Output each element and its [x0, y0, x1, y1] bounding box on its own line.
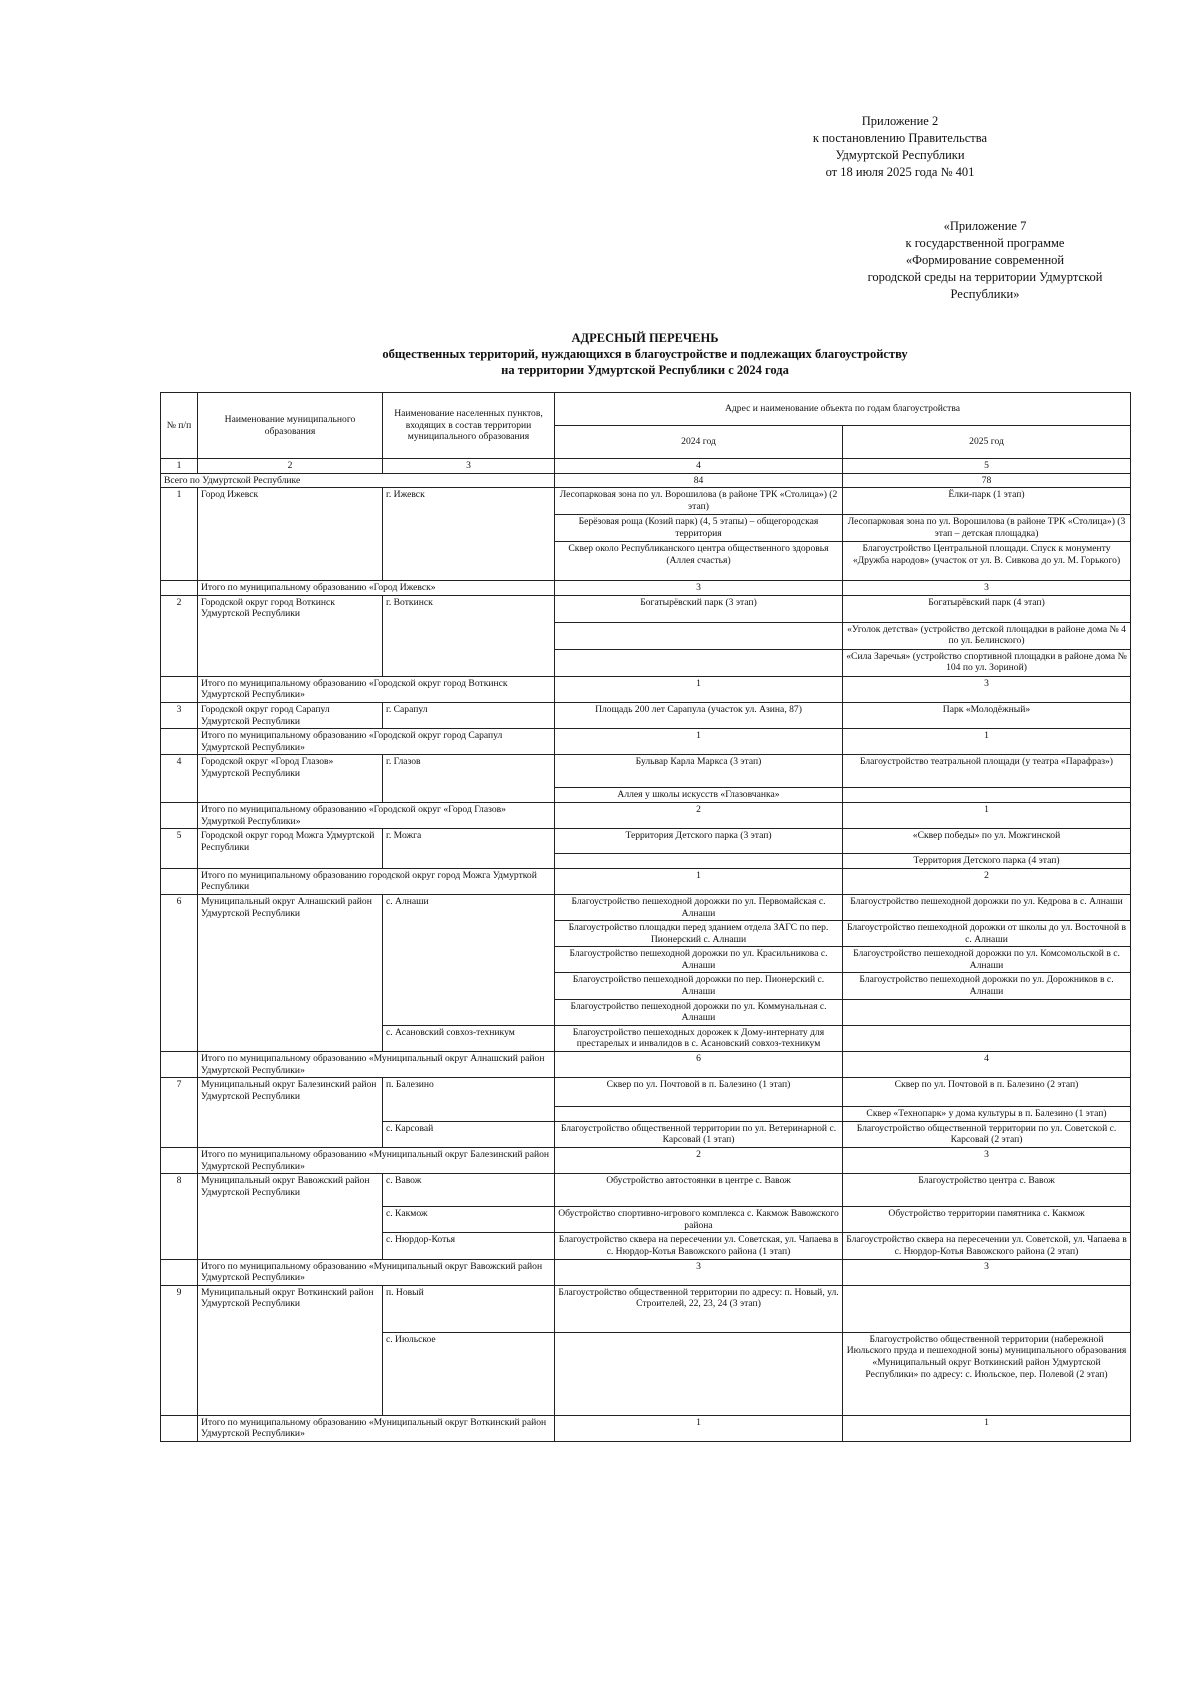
subtotal-label: Итого по муниципальному образованию «Муниципальный округ Алнашский район Удмуртской Республики»	[198, 1052, 555, 1078]
subtotal-2024: 1	[555, 729, 843, 755]
settlement-name: г. Сарапул	[383, 702, 555, 728]
grand-total-2025: 78	[843, 473, 1131, 488]
subtotal-2024: 2	[555, 1148, 843, 1174]
subtotal-2025: 1	[843, 1415, 1131, 1441]
object-2024: Благоустройство пешеходных дорожек к Дому-интернату для престарелых и инвалидов в с. Асановский совхоз-техникум	[555, 1025, 843, 1051]
subtotal-2024: 2	[555, 802, 843, 828]
municipality-name: Городской округ город Можга Удмуртской Республики	[198, 829, 383, 869]
grand-total-2024: 84	[555, 473, 843, 488]
settlement-name: п. Балезино	[383, 1078, 555, 1122]
empty-cell	[843, 1285, 1131, 1332]
subtotal-row	[161, 802, 1131, 828]
object-2025: «Уголок детства» (устройство детской площадки в районе дома № 4 по ул. Белинского)	[843, 622, 1131, 649]
subtotal-2025: 3	[843, 1148, 1131, 1174]
col-num: 5	[843, 459, 1131, 474]
empty-cell	[555, 1332, 843, 1415]
subtotal-row	[161, 1415, 1131, 1441]
object-2024: Площадь 200 лет Сарапула (участок ул. Азина, 87)	[555, 702, 843, 728]
settlement-name: с. Июльское	[383, 1332, 555, 1415]
title-line: общественных территорий, нуждающихся в благоустройстве и подлежащих благоустройству	[382, 347, 908, 361]
object-2024: Благоустройство площадки перед зданием отдела ЗАГС по пер. Пионерский с. Алнаши	[555, 921, 843, 947]
subtotal-2024: 1	[555, 868, 843, 894]
object-2025: Благоустройство сквера на пересечении ул. Советской, ул. Чапаева в с. Нюрдор-Котья Вавожского района (2 этап)	[843, 1233, 1131, 1259]
table-header-row	[161, 393, 1131, 426]
subtotal-row	[161, 676, 1131, 702]
object-2024: Благоустройство сквера на пересечении ул. Советская, ул. Чапаева в с. Нюрдор-Котья Вавожского района (1 этап)	[555, 1233, 843, 1259]
object-2025: Сквер «Технопарк» у дома культуры в п. Балезино (1 этап)	[843, 1107, 1131, 1122]
row-number: 1	[161, 488, 198, 581]
object-2025: Лесопарковая зона по ул. Ворошилова (в районе ТРК «Столица») (3 этап – детская площадка)	[843, 515, 1131, 542]
empty-cell	[161, 581, 198, 596]
subtotal-row	[161, 1148, 1131, 1174]
table-row	[161, 702, 1131, 728]
object-2025: Благоустройство пешеходной дорожки от школы до ул. Восточной в с. Алнаши	[843, 921, 1131, 947]
object-2025: Благоустройство пешеходной дорожки по ул. Кедрова в с. Алнаши	[843, 894, 1131, 920]
empty-cell	[161, 729, 198, 755]
subtotal-label: Итого по муниципальному образованию «Городской округ «Город Глазов» Удмурткой Республики»	[198, 802, 555, 828]
object-2025: «Сила Заречья» (устройство спортивной площадки в районе дома № 104 по ул. Зориной)	[843, 649, 1131, 676]
empty-cell	[555, 649, 843, 676]
appendix-line: Удмуртской Республики	[835, 148, 965, 162]
appendix-line: Республики»	[950, 287, 1020, 301]
object-2025: Территория Детского парка (4 этап)	[843, 854, 1131, 869]
object-2025: Парк «Молодёжный»	[843, 702, 1131, 728]
municipality-name: Муниципальный округ Балезинский район Удмуртской Республики	[198, 1078, 383, 1148]
object-2025: Обустройство территории памятника с. Какмож	[843, 1207, 1131, 1233]
municipality-name: Муниципальный округ Вавожский район Удмуртской Республики	[198, 1174, 383, 1259]
appendix-line: от 18 июля 2025 года № 401	[825, 165, 975, 179]
row-number: 2	[161, 595, 198, 676]
municipality-name: Муниципальный округ Воткинский район Удмуртской Республики	[198, 1285, 383, 1415]
appendix-line: «Формирование современной	[905, 253, 1065, 267]
empty-cell	[161, 868, 198, 894]
row-number: 3	[161, 702, 198, 728]
object-2024: Обустройство спортивно-игрового комплекса с. Какмож Вавожского района	[555, 1207, 843, 1233]
municipality-name: Городской округ «Город Глазов» Удмуртской Республики	[198, 755, 383, 803]
object-2024: Благоустройство пешеходной дорожки по ул. Первомайская с. Алнаши	[555, 894, 843, 920]
appendix-line: «Приложение 7	[943, 219, 1027, 233]
col-num: 1	[161, 459, 198, 474]
subtotal-row	[161, 581, 1131, 596]
object-2025: Благоустройство Центральной площади. Спуск к монументу «Дружба народов» (участок от ул. В. Сивкова до ул. М. Горького)	[843, 542, 1131, 581]
subtotal-row	[161, 1259, 1131, 1285]
object-2024: Благоустройство общественной территории по адресу: п. Новый, ул. Строителей, 22, 23, 24 (3 этап)	[555, 1285, 843, 1332]
row-number: 6	[161, 894, 198, 1051]
appendix-line: к постановлению Правительства	[812, 131, 988, 145]
settlement-name: с. Вавож	[383, 1174, 555, 1207]
subtotal-2024: 1	[555, 676, 843, 702]
title-line: АДРЕСНЫЙ ПЕРЕЧЕНЬ	[571, 331, 719, 345]
object-2025: Благоустройство театральной площади (у театра «Парафраз»)	[843, 755, 1131, 788]
address-list-table	[160, 392, 1131, 1442]
title-line: на территории Удмуртской Республики с 2024 года	[501, 363, 789, 377]
row-number: 4	[161, 755, 198, 803]
row-number: 5	[161, 829, 198, 869]
subtotal-2025: 4	[843, 1052, 1131, 1078]
object-2024: Богатырёвский парк (3 этап)	[555, 595, 843, 622]
subtotal-2025: 3	[843, 1259, 1131, 1285]
object-2024: Благоустройство пешеходной дорожки по пер. Пионерский с. Алнаши	[555, 973, 843, 999]
header-municipality: Наименование муниципального образования	[198, 393, 383, 459]
settlement-name: с. Нюрдор-Котья	[383, 1233, 555, 1259]
settlement-name: с. Алнаши	[383, 894, 555, 1025]
subtotal-row	[161, 1052, 1131, 1078]
object-2024: Сквер около Республиканского центра общественного здоровья (Аллея счастья)	[555, 542, 843, 581]
header-address: Адрес и наименование объекта по годам благоустройства	[555, 393, 1131, 426]
object-2025: Ёлки-парк (1 этап)	[843, 488, 1131, 515]
subtotal-2025: 1	[843, 729, 1131, 755]
appendix-block	[780, 113, 1020, 181]
subtotal-label: Итого по муниципальному образованию «Городской округ город Сарапул Удмуртской Республики»	[198, 729, 555, 755]
subtotal-2025: 2	[843, 868, 1131, 894]
subtotal-label: Итого по муниципальному образованию «Город Ижевск»	[198, 581, 555, 596]
header-2024: 2024 год	[555, 426, 843, 459]
object-2024: Бульвар Карла Маркса (3 этап)	[555, 755, 843, 788]
empty-cell	[161, 1415, 198, 1441]
document-title	[160, 330, 1130, 378]
empty-cell	[161, 1052, 198, 1078]
object-2025: Благоустройство пешеходной дорожки по ул. Комсомольской в с. Алнаши	[843, 947, 1131, 973]
subtotal-row	[161, 868, 1131, 894]
object-2025: Богатырёвский парк (4 этап)	[843, 595, 1131, 622]
col-num: 4	[555, 459, 843, 474]
subtotal-2024: 3	[555, 1259, 843, 1285]
appendix-line: Приложение 2	[861, 114, 939, 128]
settlement-name: г. Глазов	[383, 755, 555, 803]
object-2025: Благоустройство общественной территории (набережной Июльского пруда и пешеходной зоны) муниципального образования «Муниципальный округ Воткинский район Удмуртской Республики» по адресу: с. Июльское, пер. Полевой (2 этап)	[843, 1332, 1131, 1415]
municipality-name: Городской округ город Воткинск Удмуртской Республики	[198, 595, 383, 676]
header-2025: 2025 год	[843, 426, 1131, 459]
object-2025: Благоустройство пешеходной дорожки по ул. Дорожников в с. Алнаши	[843, 973, 1131, 999]
object-2024: Благоустройство пешеходной дорожки по ул. Красильникова с. Алнаши	[555, 947, 843, 973]
settlement-name: с. Какмож	[383, 1207, 555, 1233]
municipality-name: Муниципальный округ Алнашский район Удмуртской Республики	[198, 894, 383, 1051]
object-2024: Территория Детского парка (3 этап)	[555, 829, 843, 854]
table-row	[161, 894, 1131, 920]
object-2024: Обустройство автостоянки в центре с. Вавож	[555, 1174, 843, 1207]
object-2024: Аллея у школы искусств «Глазовчанка»	[555, 788, 843, 803]
empty-cell	[843, 1025, 1131, 1051]
subtotal-2024: 6	[555, 1052, 843, 1078]
subtotal-2025: 3	[843, 581, 1131, 596]
row-number: 7	[161, 1078, 198, 1148]
subtotal-2024: 3	[555, 581, 843, 596]
col-num: 3	[383, 459, 555, 474]
object-2024: Берёзовая роща (Козий парк) (4, 5 этапы) – общегородская территория	[555, 515, 843, 542]
appendix-line: городской среды на территории Удмуртской	[867, 270, 1103, 284]
empty-cell	[161, 1148, 198, 1174]
object-2024: Благоустройство пешеходной дорожки по ул. Коммунальная с. Алнаши	[555, 999, 843, 1025]
settlement-name: п. Новый	[383, 1285, 555, 1332]
table-row	[161, 595, 1131, 622]
settlement-name: г. Воткинск	[383, 595, 555, 676]
empty-cell	[161, 676, 198, 702]
municipality-name: Городской округ город Сарапул Удмуртской Республики	[198, 702, 383, 728]
subtotal-2025: 1	[843, 802, 1131, 828]
empty-cell	[161, 802, 198, 828]
object-2025: Благоустройство общественной территории по ул. Советской с. Карсовай (2 этап)	[843, 1121, 1131, 1147]
subtotal-2024: 1	[555, 1415, 843, 1441]
object-2024: Лесопарковая зона по ул. Ворошилова (в районе ТРК «Столица») (2 этап)	[555, 488, 843, 515]
settlement-name: г. Можга	[383, 829, 555, 869]
column-number-row	[161, 459, 1131, 474]
row-number: 8	[161, 1174, 198, 1259]
empty-cell	[843, 788, 1131, 803]
grand-total-row	[161, 473, 1131, 488]
col-num: 2	[198, 459, 383, 474]
empty-cell	[161, 1259, 198, 1285]
empty-cell	[843, 999, 1131, 1025]
table-row	[161, 829, 1131, 854]
subtotal-label: Итого по муниципальному образованию городской округ город Можга Удмурткой Республики	[198, 868, 555, 894]
table-row	[161, 1078, 1131, 1107]
subtotal-label: Итого по муниципальному образованию «Муниципальный округ Балезинский район Удмуртской Республики»	[198, 1148, 555, 1174]
object-2024: Благоустройство общественной территории по ул. Ветеринарной с. Карсовай (1 этап)	[555, 1121, 843, 1147]
settlement-name: с. Асановский совхоз-техникум	[383, 1025, 555, 1051]
empty-cell	[555, 622, 843, 649]
empty-cell	[555, 854, 843, 869]
table-row	[161, 755, 1131, 788]
grand-total-label: Всего по Удмуртской Республике	[161, 473, 555, 488]
row-number: 9	[161, 1285, 198, 1415]
table-row	[161, 1174, 1131, 1207]
subtotal-label: Итого по муниципальному образованию «Муниципальный округ Вавожский район Удмуртской Республики»	[198, 1259, 555, 1285]
program-appendix-block	[845, 218, 1125, 303]
table-row	[161, 1285, 1131, 1332]
subtotal-2025: 3	[843, 676, 1131, 702]
subtotal-row	[161, 729, 1131, 755]
municipality-name: Город Ижевск	[198, 488, 383, 581]
header-settlements: Наименование населенных пунктов, входящих в состав территории муниципального образования	[383, 393, 555, 459]
object-2025: Сквер по ул. Почтовой в п. Балезино (2 этап)	[843, 1078, 1131, 1107]
subtotal-label: Итого по муниципальному образованию «Муниципальный округ Воткинский район Удмуртской Республики»	[198, 1415, 555, 1441]
appendix-line: к государственной программе	[905, 236, 1065, 250]
settlement-name: г. Ижевск	[383, 488, 555, 581]
settlement-name: с. Карсовай	[383, 1121, 555, 1147]
subtotal-label: Итого по муниципальному образованию «Городской округ город Воткинск Удмуртской Республики»	[198, 676, 555, 702]
object-2025: «Сквер победы» по ул. Можгинской	[843, 829, 1131, 854]
object-2025: Благоустройство центра с. Вавож	[843, 1174, 1131, 1207]
object-2024: Сквер по ул. Почтовой в п. Балезино (1 этап)	[555, 1078, 843, 1107]
empty-cell	[555, 1107, 843, 1122]
header-no: № п/п	[161, 393, 198, 459]
table-row	[161, 488, 1131, 515]
